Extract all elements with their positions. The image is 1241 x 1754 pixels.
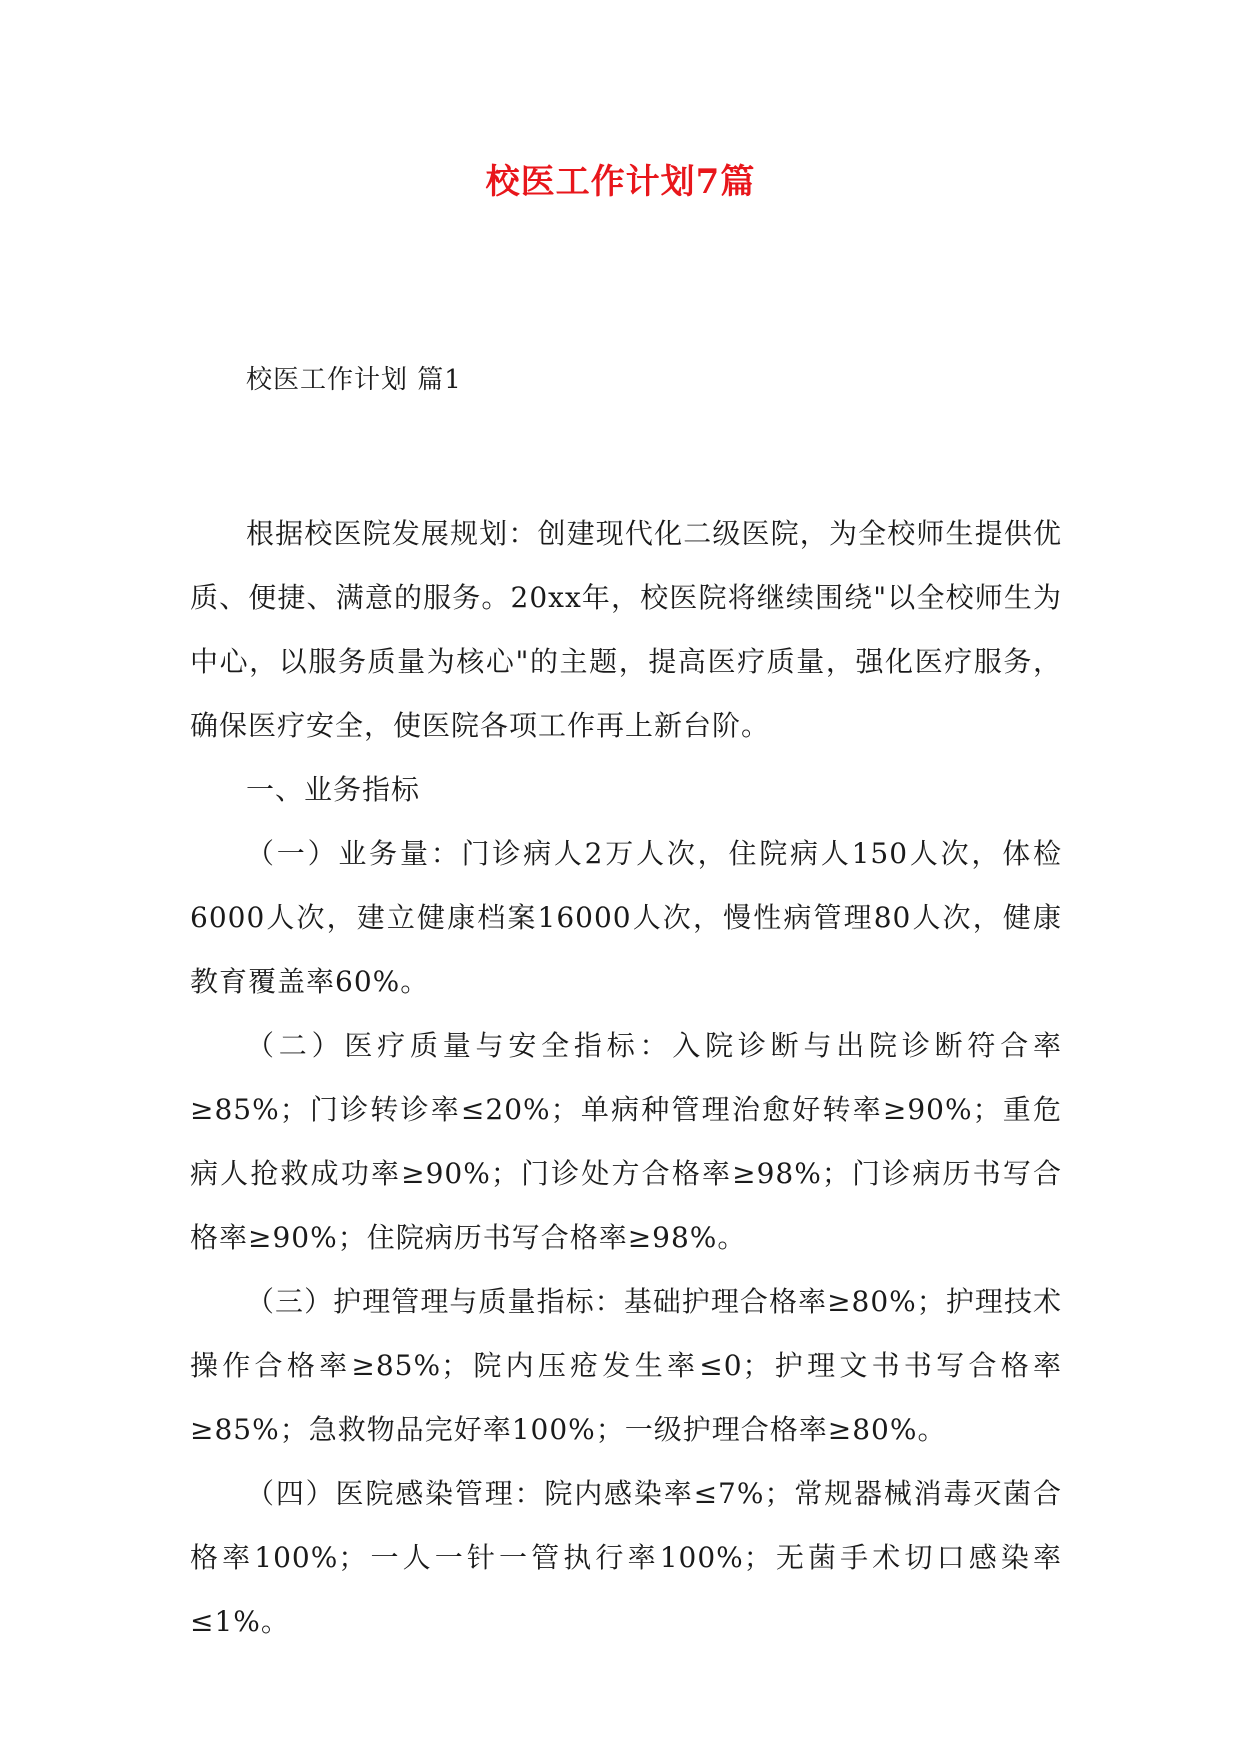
document-title: 校医工作计划7篇 [485,162,756,202]
paragraph-infection-control: （四）医院感染管理：院内感染率≤7%；常规器械消毒灭菌合格率100%；一人一针一管执行率100%；无菌手术切口感染率≤1%。 [190,1477,1062,1638]
document-body [190,358,1062,1654]
subheading-business-indicators: 一、业务指标 [246,773,421,806]
paragraph-nursing-quality: （三）护理管理与质量指标：基础护理合格率≥80%；护理技术操作合格率≥85%；院内压疮发生率≤0；护理文书书写合格率≥85%；急救物品完好率100%；一级护理合格率≥80%。 [190,1285,1062,1446]
section-heading: 校医工作计划 篇1 [246,365,462,395]
paragraph-medical-quality: （二）医疗质量与安全指标：入院诊断与出院诊断符合率≥85%；门诊转诊率≤20%；单病种管理治愈好转率≥90%；重危病人抢救成功率≥90%；门诊处方合格率≥98%；门诊病历书写合格率≥90%；住院病历书写合格率≥98%。 [190,1029,1062,1254]
paragraph-business-volume: （一）业务量：门诊病人2万人次，住院病人150人次，体检6000人次，建立健康档案16000人次，慢性病管理80人次，健康教育覆盖率60%。 [190,837,1062,998]
intro-paragraph: 根据校医院发展规划：创建现代化二级医院，为全校师生提供优质、便捷、满意的服务。20xx年，校医院将继续围绕"以全校师生为中心，以服务质量为核心"的主题，提高医疗质量，强化医疗服务，确保医疗安全，使医院各项工作再上新台阶。 [190,517,1062,742]
spacer [190,402,1062,502]
